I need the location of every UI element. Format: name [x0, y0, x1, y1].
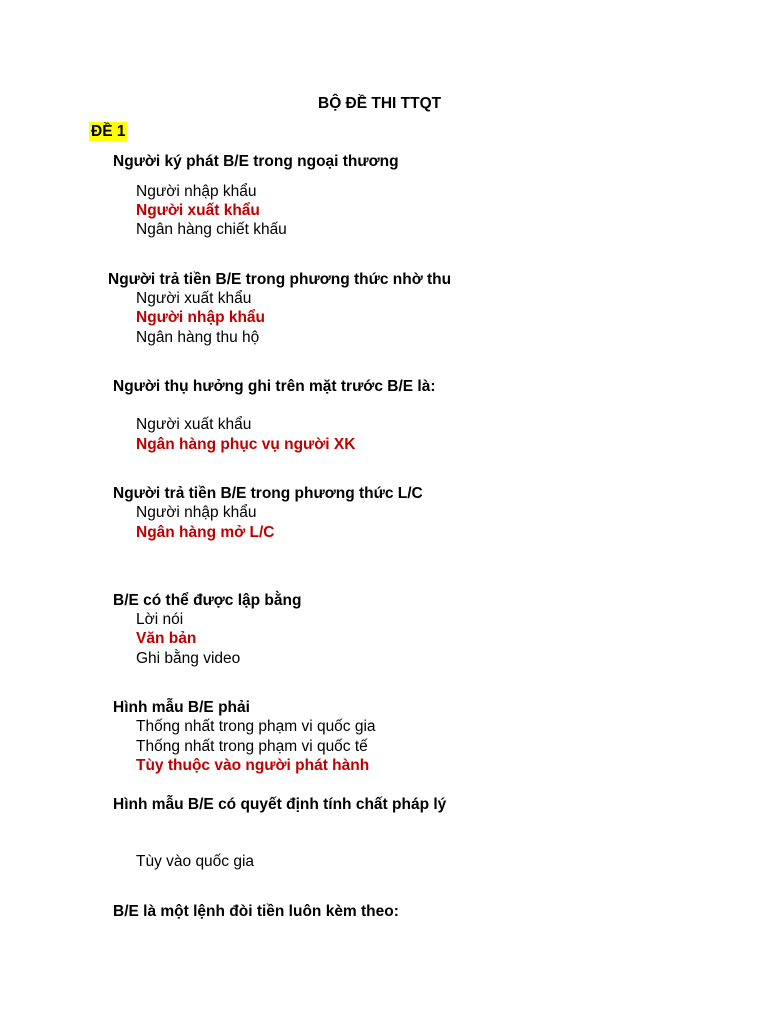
answer-option-correct: Ngân hàng mở L/C: [136, 524, 275, 541]
question-text: Người thụ hưởng ghi trên mặt trước B/E là:: [113, 378, 436, 395]
answer-option: Ngân hàng chiết khấu: [136, 221, 287, 238]
answer-option: Ghi bằng video: [136, 650, 241, 667]
question-text: Người trả tiền B/E trong phương thức nhờ thu: [108, 271, 452, 288]
answer-option-correct: Người xuất khẩu: [136, 202, 260, 219]
answer-option: Thống nhất trong phạm vi quốc tế: [136, 738, 368, 755]
question-text: Người trả tiền B/E trong phương thức L/C: [113, 485, 423, 502]
question-text: Người ký phát B/E trong ngoại thương: [113, 153, 399, 170]
answer-option-correct: Tùy thuộc vào người phát hành: [136, 757, 370, 774]
answer-option: Người nhập khẩu: [136, 183, 257, 200]
question-text: B/E là một lệnh đòi tiền luôn kèm theo:: [113, 903, 399, 920]
document-title: BỘ ĐỀ THI TTQT: [318, 95, 442, 112]
answer-option-correct: Người nhập khẩu: [136, 309, 266, 326]
exam-section-label: ĐỀ 1: [91, 123, 126, 140]
answer-option: Lời nói: [136, 611, 184, 628]
answer-option: Người xuất khẩu: [136, 416, 252, 433]
question-text: Hình mẫu B/E phải: [113, 699, 250, 716]
question-text: Hình mẫu B/E có quyết định tính chất pháp lý: [113, 796, 447, 813]
answer-option: Ngân hàng thu hộ: [136, 329, 260, 346]
answer-option-correct: Văn bản: [136, 630, 197, 647]
question-text: B/E có thể được lập bằng: [113, 592, 302, 609]
answer-option: Người nhập khẩu: [136, 504, 257, 521]
answer-option: Người xuất khẩu: [136, 290, 252, 307]
answer-option-correct: Ngân hàng phục vụ người XK: [136, 436, 356, 453]
answer-option: Tùy vào quốc gia: [136, 853, 255, 870]
answer-option: Thống nhất trong phạm vi quốc gia: [136, 718, 376, 735]
